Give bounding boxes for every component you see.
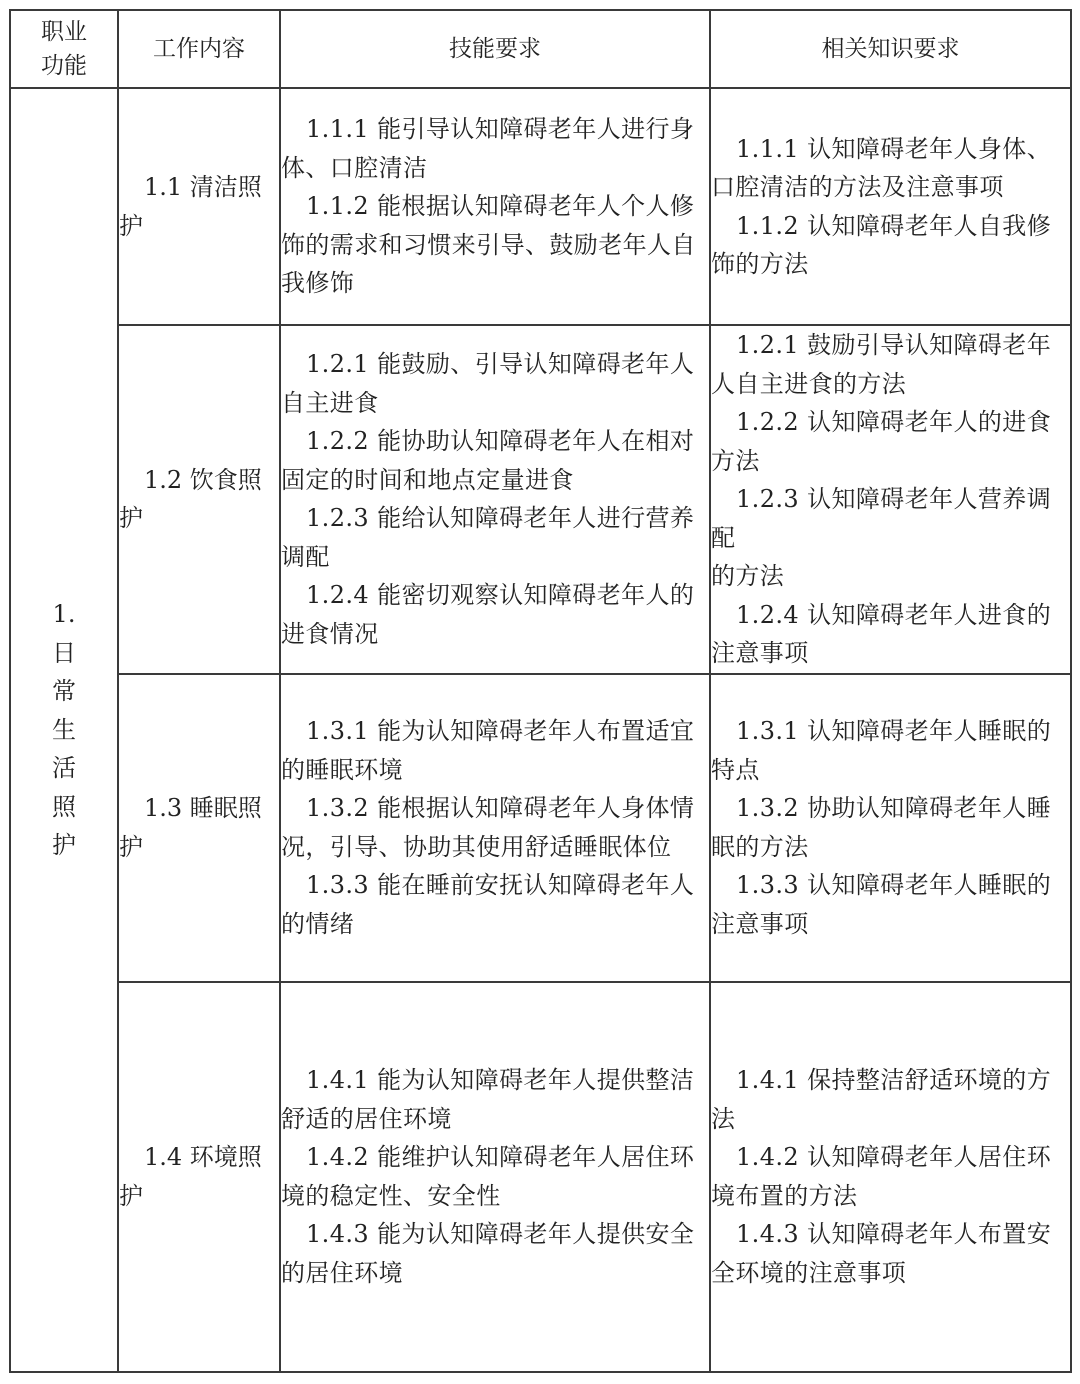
table-row — [10, 88, 1071, 325]
skill-item: 1.2.3 能给认知障碍老年人进行营养调配 — [281, 504, 695, 571]
table-row — [10, 325, 1071, 674]
skill-cell — [280, 982, 710, 1372]
knowledge-cell — [710, 88, 1071, 325]
knowledge-item: 1.4.1 保持整洁舒适环境的方法 — [711, 1066, 1052, 1133]
skill-item: 1.2.2 能协助认知障碍老年人在相对固定的时间和地点定量进食 — [281, 427, 695, 494]
function-label: 1.日常生活照护 — [52, 600, 76, 859]
knowledge-cell — [710, 325, 1071, 674]
skill-item: 1.1.2 能根据认知障碍老年人个人修饰的需求和习惯来引导、鼓励老年人自我修饰 — [281, 192, 696, 298]
knowledge-cell — [710, 982, 1071, 1372]
skill-cell — [280, 674, 710, 982]
header-work-content: 工作内容 — [118, 10, 280, 88]
table-row — [10, 674, 1071, 982]
skill-item: 1.3.1 能为认知障碍老年人布置适宜的睡眠环境 — [281, 717, 695, 784]
skill-item: 1.1.1 能引导认知障碍老年人进行身体、口腔清洁 — [281, 115, 695, 182]
skill-item: 1.4.3 能为认知障碍老年人提供安全的居住环境 — [281, 1220, 695, 1287]
table-row — [10, 982, 1071, 1372]
work-content-label: 1.4 环境照护 — [119, 1143, 262, 1210]
knowledge-item: 1.2.2 认知障碍老年人的进食方法 — [711, 408, 1052, 475]
skill-cell — [280, 325, 710, 674]
work-content-label: 1.1 清洁照护 — [119, 173, 262, 240]
header-knowledge-requirements: 相关知识要求 — [710, 10, 1071, 88]
header-skill-requirements: 技能要求 — [280, 10, 710, 88]
function-cell — [10, 88, 118, 1372]
knowledge-item: 1.2.1 鼓励引导认知障碍老年人自主进食的方法 — [711, 331, 1052, 398]
skill-item: 1.3.3 能在睡前安抚认知障碍老年人的情绪 — [281, 871, 695, 938]
knowledge-item: 1.1.1 认知障碍老年人身体、口腔清洁的方法及注意事项 — [711, 134, 1052, 201]
skill-item: 1.2.4 能密切观察认知障碍老年人的进食情况 — [281, 581, 695, 648]
work-content-cell — [118, 88, 280, 325]
knowledge-item: 1.3.2 协助认知障碍老年人睡眠的方法 — [711, 794, 1052, 861]
work-content-label: 1.3 睡眠照护 — [119, 794, 262, 861]
work-content-cell — [118, 674, 280, 982]
skill-item: 1.2.1 能鼓励、引导认知障碍老年人自主进食 — [281, 350, 695, 417]
skill-item: 1.3.2 能根据认知障碍老年人身体情况，引导、协助其使用舒适睡眠体位 — [281, 794, 695, 861]
knowledge-item: 1.4.3 认知障碍老年人布置安全环境的注意事项 — [711, 1220, 1052, 1287]
skill-item: 1.4.2 能维护认知障碍老年人居住环境的稳定性、安全性 — [281, 1143, 695, 1210]
header-function: 职业功能 — [10, 10, 118, 88]
knowledge-cell — [710, 674, 1071, 982]
knowledge-item: 1.1.2 认知障碍老年人自我修饰的方法 — [711, 211, 1052, 278]
table-header-row — [10, 10, 1071, 88]
knowledge-item: 的方法 — [711, 562, 785, 590]
knowledge-item: 1.3.1 认知障碍老年人睡眠的特点 — [711, 717, 1052, 784]
skills-standard-table — [9, 9, 1072, 1373]
knowledge-item: 1.3.3 认知障碍老年人睡眠的注意事项 — [711, 871, 1052, 938]
work-content-cell — [118, 325, 280, 674]
knowledge-item: 1.2.3 认知障碍老年人营养调配 — [711, 485, 1052, 552]
knowledge-item: 1.2.4 认知障碍老年人进食的注意事项 — [711, 600, 1052, 667]
work-content-cell — [118, 982, 280, 1372]
skill-item: 1.4.1 能为认知障碍老年人提供整洁舒适的居住环境 — [281, 1066, 695, 1133]
knowledge-item: 1.4.2 认知障碍老年人居住环境布置的方法 — [711, 1143, 1052, 1210]
skill-cell — [280, 88, 710, 325]
work-content-label: 1.2 饮食照护 — [119, 465, 262, 533]
